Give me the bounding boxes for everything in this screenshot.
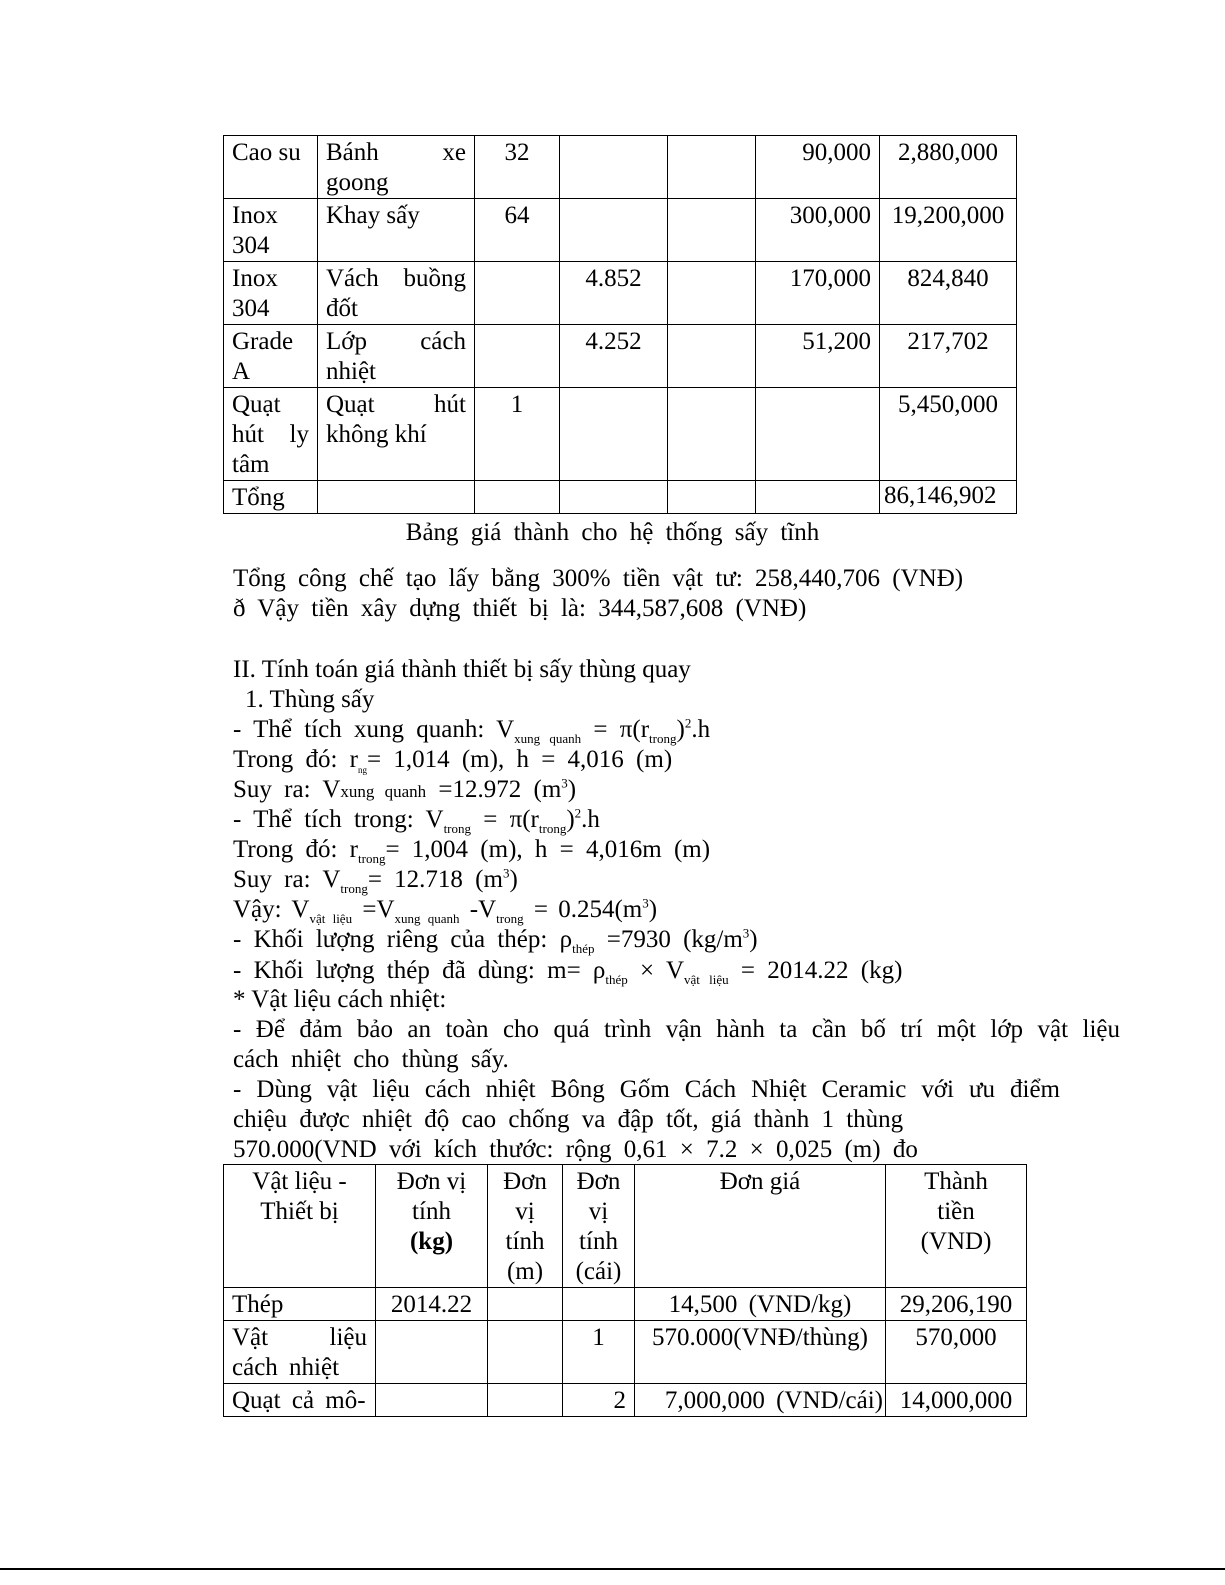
material-cell: Quạt hút ly tâm [224,388,318,481]
formula-line: - Thể tích trong: $V_{trong} = \pi(r_{trong})^2.h$ [233,805,600,836]
table-row [224,199,1017,262]
table-row [224,1384,1027,1417]
material-cell: Vật liệu cách nhiệt [224,1321,376,1384]
extra-cell [668,136,756,199]
total-cell: 14,000,000 [886,1384,1027,1417]
qty-cell: 64 [475,199,560,262]
material-cell: Quạt cả mô- [224,1384,376,1417]
pcs-cell: 1 [563,1321,635,1384]
unit-price-cell: 170,000 [756,262,880,325]
paragraph-line: - Dùng vật liệu cách nhiệt Bông Gốm Cách Nhiệt Ceramic với ưu điểm [233,1076,1060,1103]
table-caption: Bảng giá thành cho hệ thống sấy tĩnh [405,519,820,546]
header-unit-price: Đơn giá [635,1165,886,1288]
total-cell: 570,000 [886,1321,1027,1384]
formula-line: Trong đó: $r_{trong}= 1,004$ (m), h = 4,016m (m) [233,836,711,866]
volume-cell: 4.252 [560,325,668,388]
formula-line: Vậy: $V_{vật liệu} =V_{xung quanh}$ $-V_{trong} = 0.254(m^3)$ [233,895,658,926]
kg-cell: 2014.22 [376,1288,488,1321]
extra-cell [668,199,756,262]
table-row [224,136,1017,199]
price-cell: 14,500 (VND/kg) [635,1288,886,1321]
page-bottom-rule [0,1568,1225,1570]
unit-price-cell: 90,000 [756,136,880,199]
paragraph-line: - Để đảm bảo an toàn cho quá trình vận hành ta cần bố trí một lớp vật liệu [233,1016,1120,1043]
volume-cell [560,199,668,262]
table-total-row [224,481,1017,514]
table-row [224,388,1017,481]
kg-cell [376,1384,488,1417]
item-cell: Quạt hút không khí [318,388,475,481]
total-cell: 2,880,000 [880,136,1017,199]
m-cell [488,1288,563,1321]
item-cell: Vách buồng đốt [318,262,475,325]
qty-cell [475,262,560,325]
table-row [224,262,1017,325]
volume-cell [560,388,668,481]
material-cell: Inox 304 [224,262,318,325]
total-cell: 19,200,000 [880,199,1017,262]
header-unit-kg: Đơn vị tính (kg) [376,1165,488,1288]
item-cell: Lớp cách nhiệt [318,325,475,388]
extra-cell [668,388,756,481]
formula-line: - Khối lượng thép đã dùng: $m= \rho_{thép} \times V_{vật liệu} = 2014.22$ (kg) [233,957,903,987]
total-cell: 824,840 [880,262,1017,325]
unit-price-cell [756,388,880,481]
material-cell: Thép [224,1288,376,1321]
qty-cell [475,325,560,388]
m-cell [488,1321,563,1384]
unit-price-cell: 51,200 [756,325,880,388]
section-heading: II. Tính toán giá thành thiết bị sấy thùng quay [233,656,691,683]
table-row [224,1321,1027,1384]
insulation-title: * Vật liệu cách nhiệt: [233,986,447,1013]
header-material: Vật liệu - Thiết bị [224,1165,376,1288]
pcs-cell: 2 [563,1384,635,1417]
formula-line: Trong đó: $r_{ng}= 1,014$ (m), h = 4,016 (m) [233,746,673,775]
paragraph-line: 570.000(VND với kích thước: rộng 0,61 × 7.2 × 0,025 (m) đo [233,1136,918,1163]
formula-line: Suy ra: $V_{trong}= 12.718$ $(m^3)$ [233,865,518,896]
total-label: Tổng [224,481,318,514]
price-cell: 7,000,000 (VND/cái) [635,1384,886,1417]
formula-line: - Khối lượng riêng của thép: $\rho_{thép} =7930$ $(kg/m^3)$ [233,925,758,956]
price-cell: 570.000(VNĐ/thùng) [635,1321,886,1384]
material-cell: Grade A [224,325,318,388]
material-cell: Cao su [224,136,318,199]
qty-cell: 1 [475,388,560,481]
total-cell: 29,206,190 [886,1288,1027,1321]
grand-total: 86,146,902 [880,481,1017,514]
formula-line: - Thể tích xung quanh: $V_{xung quanh} = \pi(r_{trong})^2.h$ [233,715,711,746]
total-cell: 5,450,000 [880,388,1017,481]
paragraph-line: cách nhiệt cho thùng sấy. [233,1046,509,1073]
extra-cell [668,262,756,325]
cost-table-rotary-dryer [223,1164,1027,1417]
material-cell: Inox 304 [224,199,318,262]
volume-cell: 4.852 [560,262,668,325]
formula-line: Suy ra: Vxung quanh =12.972 $(m^3)$ [233,775,577,803]
table-row [224,325,1017,388]
item-cell: Bánh xe goong [318,136,475,199]
m-cell [488,1384,563,1417]
header-unit-m: Đơn vị tính (m) [488,1165,563,1288]
subsection-heading: 1. Thùng sấy [245,686,375,713]
manufacturing-cost-line: Tổng công chế tạo lấy bằng 300% tiền vật tư: 258,440,706 (VNĐ) [233,565,964,592]
paragraph-line: chiệu được nhiệt độ cao chống va đập tốt, giá thành 1 thùng [233,1106,904,1133]
volume-cell [560,136,668,199]
extra-cell [668,325,756,388]
total-cell: 217,702 [880,325,1017,388]
header-unit-pcs: Đơn vị tính (cái) [563,1165,635,1288]
pcs-cell [563,1288,635,1321]
header-total: Thành tiền (VND) [886,1165,1027,1288]
unit-price-cell: 300,000 [756,199,880,262]
qty-cell: 32 [475,136,560,199]
table-row [224,1288,1027,1321]
equipment-cost-line: ð Vậy tiền xây dựng thiết bị là: 344,587,608 (VNĐ) [233,595,807,622]
table-header-row [224,1165,1027,1288]
kg-cell [376,1321,488,1384]
item-cell: Khay sấy [318,199,475,262]
cost-table-static-dryer [223,135,1017,514]
